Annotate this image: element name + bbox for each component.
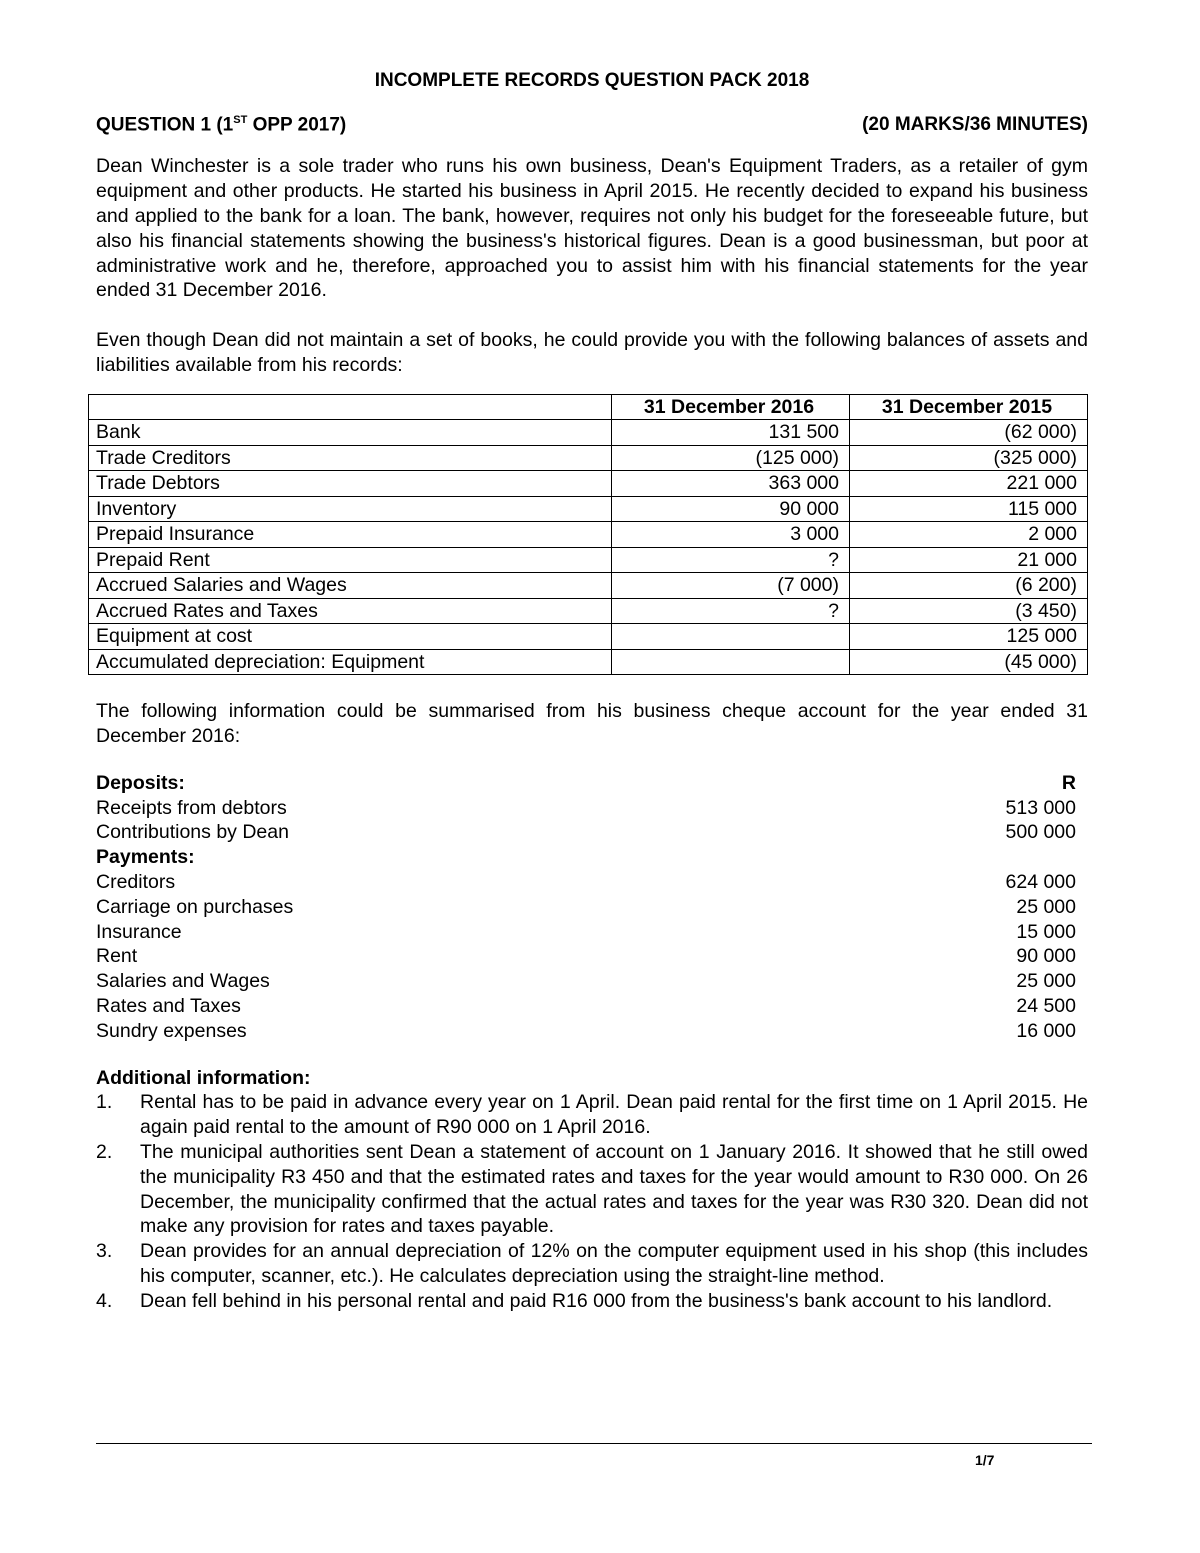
row-value-2016: (125 000) [612, 445, 850, 471]
table-row [89, 573, 1088, 599]
cash-line-label: Sundry expenses [96, 1019, 247, 1042]
row-label: Accrued Salaries and Wages [89, 573, 612, 599]
additional-list [96, 1090, 1088, 1313]
cash-line [96, 969, 1076, 994]
cash-line-label: Creditors [96, 870, 176, 893]
row-label: Prepaid Rent [89, 547, 612, 573]
row-value-2016: 3 000 [612, 522, 850, 548]
row-label: Prepaid Insurance [89, 522, 612, 548]
row-label: Bank [89, 420, 612, 446]
intro-paragraph: Dean Winchester is a sole trader who runs his own business, Dean's Equipment Traders, as a retailer of gym equipment and other products. He started his business in April 2015. He recently decided to expand his business and applied to the bank for a loan. The bank, however, requires not only his budget for the foreseeable future, but also his financial statements showing the business's historical figures. Dean is a good businessman, but poor at administrative work and he, therefore, approached you to assist him with his financial statements for the year ended 31 December 2016. [96, 155, 1088, 302]
row-value-2015: (325 000) [850, 445, 1088, 471]
question-marks: (20 MARKS/36 MINUTES) [862, 114, 1088, 135]
list-item [96, 1090, 1088, 1140]
table-row [89, 598, 1088, 624]
list-item-number: 2. [96, 1140, 113, 1163]
table-row [89, 420, 1088, 446]
row-value-2016: 363 000 [612, 471, 850, 497]
cash-line [96, 920, 1076, 945]
cash-line-label: Insurance [96, 920, 182, 943]
cheque-intro: The following information could be summarised from his business cheque account for the year ended 31 December 2016: [96, 700, 1088, 747]
list-item-number: 4. [96, 1289, 113, 1312]
row-value-2015: 221 000 [850, 471, 1088, 497]
balances-table [88, 394, 1088, 676]
cash-line-label: Rent [96, 945, 138, 968]
row-label: Inventory [89, 496, 612, 522]
payments-heading: Payments: [96, 846, 195, 869]
table-header-blank [89, 394, 612, 420]
table-header-row [89, 394, 1088, 420]
row-value-2016: ? [612, 598, 850, 624]
deposits-heading-row [96, 771, 1076, 796]
cash-line-amount: 624 000 [1005, 870, 1076, 893]
cash-line-label: Receipts from debtors [96, 796, 287, 819]
cash-line-amount: 500 000 [1005, 821, 1076, 844]
document-title: INCOMPLETE RECORDS QUESTION PACK 2018 [374, 70, 810, 91]
list-item-text: Rental has to be paid in advance every year on 1 April. Dean paid rental for the first time on 1 April 2015. He again paid rental to the amount of R90 000 on 1 April 2016. [140, 1091, 1088, 1139]
table-row [89, 496, 1088, 522]
list-item-text: The municipal authorities sent Dean a statement of account on 1 January 2016. It showed that he still owed the municipality R3 450 and that the estimated rates and taxes for the year would amount to R30 000. On 26 December, the municipality confirmed that the actual rates and taxes for the year was R30 320. Dean did not make any provision for rates and taxes payable. [140, 1140, 1088, 1238]
cash-line-amount: 16 000 [1016, 1019, 1076, 1042]
cash-line-amount: 513 000 [1005, 796, 1076, 819]
list-item-number: 3. [96, 1240, 113, 1263]
cash-line-label: Contributions by Dean [96, 821, 289, 844]
document-page [96, 70, 1088, 1314]
row-label: Trade Creditors [89, 445, 612, 471]
cash-summary [96, 771, 1076, 1044]
balances-table-body [89, 420, 1088, 675]
payments-list [96, 870, 1076, 1044]
row-value-2015: 115 000 [850, 496, 1088, 522]
row-label: Trade Debtors [89, 471, 612, 497]
cash-line-label: Carriage on purchases [96, 895, 294, 918]
row-value-2015: 21 000 [850, 547, 1088, 573]
row-value-2016: 131 500 [612, 420, 850, 446]
row-label: Accrued Rates and Taxes [89, 598, 612, 624]
cash-line-amount: 25 000 [1016, 895, 1076, 918]
additional-heading: Additional information: [96, 1066, 311, 1089]
row-value-2015: (62 000) [850, 420, 1088, 446]
row-value-2016: ? [612, 547, 850, 573]
cash-line-amount: 24 500 [1016, 994, 1076, 1017]
currency-label: R [1061, 771, 1076, 794]
row-value-2015: (3 450) [850, 598, 1088, 624]
cash-line [96, 1019, 1076, 1044]
footer-divider [96, 1443, 1092, 1444]
table-row [89, 522, 1088, 548]
cash-line-label: Salaries and Wages [96, 970, 270, 993]
list-item-text: Dean fell behind in his personal rental and paid R16 000 from the business's bank account to his landlord. [140, 1289, 1053, 1312]
table-row [89, 624, 1088, 650]
deposits-heading: Deposits: [96, 771, 185, 794]
table-row [89, 649, 1088, 675]
row-value-2015: 125 000 [850, 624, 1088, 650]
row-value-2016: (7 000) [612, 573, 850, 599]
table-header-2015: 31 December 2015 [850, 394, 1088, 420]
table-row [89, 471, 1088, 497]
row-value-2015: (45 000) [850, 649, 1088, 675]
row-value-2015: (6 200) [850, 573, 1088, 599]
deposits-list [96, 796, 1076, 846]
cash-line [96, 944, 1076, 969]
row-value-2016: 90 000 [612, 496, 850, 522]
cash-line-amount: 15 000 [1016, 920, 1076, 943]
row-value-2015: 2 000 [850, 522, 1088, 548]
list-item-text: Dean provides for an annual depreciation of 12% on the computer equipment used in his shop (this includes his computer, scanner, etc.). He calculates depreciation using the straight-line method. [140, 1240, 1088, 1287]
cash-line [96, 895, 1076, 920]
table-row [89, 547, 1088, 573]
page-number: 1/7 [975, 1452, 995, 1468]
row-value-2016 [612, 649, 850, 675]
balances-intro: Even though Dean did not maintain a set of books, he could provide you with the following balances of assets and liabilities available from his records: [96, 329, 1088, 376]
list-item [96, 1289, 1088, 1314]
list-item [96, 1140, 1088, 1239]
row-label: Equipment at cost [89, 624, 612, 650]
cash-line [96, 820, 1076, 845]
cash-line-amount: 90 000 [1016, 945, 1076, 968]
row-value-2016 [612, 624, 850, 650]
list-item-number: 1. [96, 1091, 113, 1114]
cash-line [96, 796, 1076, 821]
question-label: QUESTION 1 (1ST OPP 2017) [96, 114, 347, 136]
question-header [96, 114, 1088, 136]
cash-line-label: Rates and Taxes [96, 994, 241, 1017]
cash-line-amount: 25 000 [1016, 970, 1076, 993]
payments-heading-row [96, 845, 1076, 870]
cash-line [96, 994, 1076, 1019]
table-row [89, 445, 1088, 471]
row-label: Accumulated depreciation: Equipment [89, 649, 612, 675]
table-header-2016: 31 December 2016 [612, 394, 850, 420]
cash-line [96, 870, 1076, 895]
list-item [96, 1239, 1088, 1289]
